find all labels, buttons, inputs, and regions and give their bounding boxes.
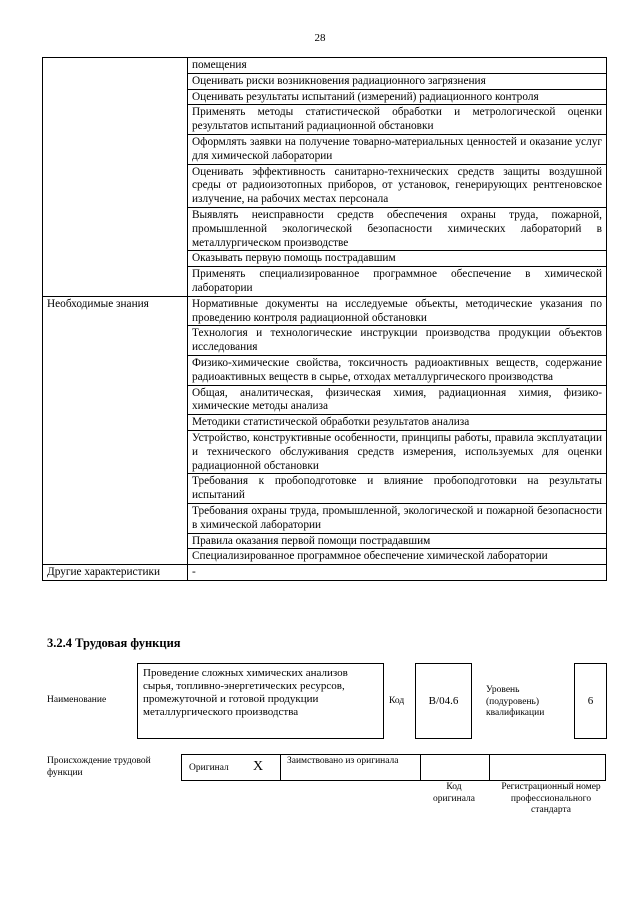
page-number: 28 xyxy=(314,32,326,44)
original-code-caption: Код оригинала xyxy=(433,782,475,804)
other-characteristics-label: Другие характеристики xyxy=(43,565,188,581)
knowledge-item: Требования к пробоподготовке и влияние пробоподготовки на результаты испытаний xyxy=(188,474,607,504)
table-row xyxy=(43,565,607,581)
skills-label-cell xyxy=(43,58,188,297)
registration-number-caption: Регистрационный номер профессионального стандарта xyxy=(501,782,601,815)
original-mark: X xyxy=(253,759,264,774)
qualification-level-value: 6 xyxy=(587,694,594,707)
qualification-level-label: Уровень (подуровень) квалификации xyxy=(486,685,545,718)
skill-item: Применять специализированное программное обеспечение в химической лаборатории xyxy=(188,267,607,297)
function-name-label: Наименование xyxy=(47,695,107,705)
knowledge-item: Требования охраны труда, промышленной, экологической и пожарной безопасности в химической лаборатории xyxy=(188,503,607,533)
code-box xyxy=(415,663,472,739)
knowledge-label: Необходимые знания xyxy=(43,296,188,564)
skill-item: Оказывать первую помощь пострадавшим xyxy=(188,251,607,267)
knowledge-item: Устройство, конструктивные особенности, принципы работы, правила эксплуатации и технического обслуживания средств измерения, используемых для оценки радиационной обстановки xyxy=(188,430,607,473)
section-heading: 3.2.4 Трудовая функция xyxy=(47,636,181,650)
code-value: В/04.6 xyxy=(428,694,459,707)
knowledge-item: Физико-химические свойства, токсичность радиоактивных веществ, содержание радиоактивных веществ в сырье, отходах металлургического производства xyxy=(188,355,607,385)
origin-divider xyxy=(420,754,421,781)
knowledge-item: Правила оказания первой помощи пострадавшим xyxy=(188,533,607,549)
skill-item: помещения xyxy=(188,58,607,74)
competency-table xyxy=(42,57,607,581)
knowledge-item: Технология и технологические инструкции производства продукции объектов исследования xyxy=(188,326,607,356)
knowledge-item: Общая, аналитическая, физическая химия, радиационная химия, физико-химические методы анализа xyxy=(188,385,607,415)
borrowed-label: Заимствовано из оригинала xyxy=(287,756,399,766)
code-label: Код xyxy=(389,696,405,706)
knowledge-item: Методики статистической обработки результатов анализа xyxy=(188,415,607,431)
qualification-level-box xyxy=(574,663,607,739)
origin-divider xyxy=(489,754,490,781)
skill-item: Применять методы статистической обработки и метрологической оценки результатов испытаний радиационной обстановки xyxy=(188,105,607,135)
knowledge-item: Специализированное программное обеспечение химической лаборатории xyxy=(188,549,607,565)
skill-item: Оценивать эффективность санитарно-технических средств защиты воздушной среды от радиоизотопных приборов, от установок, генерирующих рентгеновское излучение, на рабочих местах персонала xyxy=(188,164,607,207)
table-row xyxy=(43,58,607,74)
original-label: Оригинал xyxy=(189,763,229,773)
function-name-box xyxy=(137,663,384,739)
knowledge-item: Нормативные документы на исследуемые объекты, методические указания по проведению контроля радиационной обстановки xyxy=(188,296,607,326)
skill-item: Оформлять заявки на получение товарно-материальных ценностей и оказание услуг для химической лаборатории xyxy=(188,134,607,164)
skill-item: Выявлять неисправности средств обеспечения охраны труда, пожарной, промышленной экологической безопасности химических лабораторий в металлургическом производстве xyxy=(188,207,607,250)
origin-divider xyxy=(280,754,281,781)
other-characteristics-value: - xyxy=(188,565,607,581)
table-row xyxy=(43,296,607,326)
origin-label: Происхождение трудовой функции xyxy=(47,756,151,778)
function-name-value: Проведение сложных химических анализов сырья, топливно-энергетических ресурсов, промежуточной и готовой продукции металлургического производства xyxy=(143,667,348,718)
skill-item: Оценивать риски возникновения радиационного загрязнения xyxy=(188,73,607,89)
skill-item: Оценивать результаты испытаний (измерений) радиационного контроля xyxy=(188,89,607,105)
